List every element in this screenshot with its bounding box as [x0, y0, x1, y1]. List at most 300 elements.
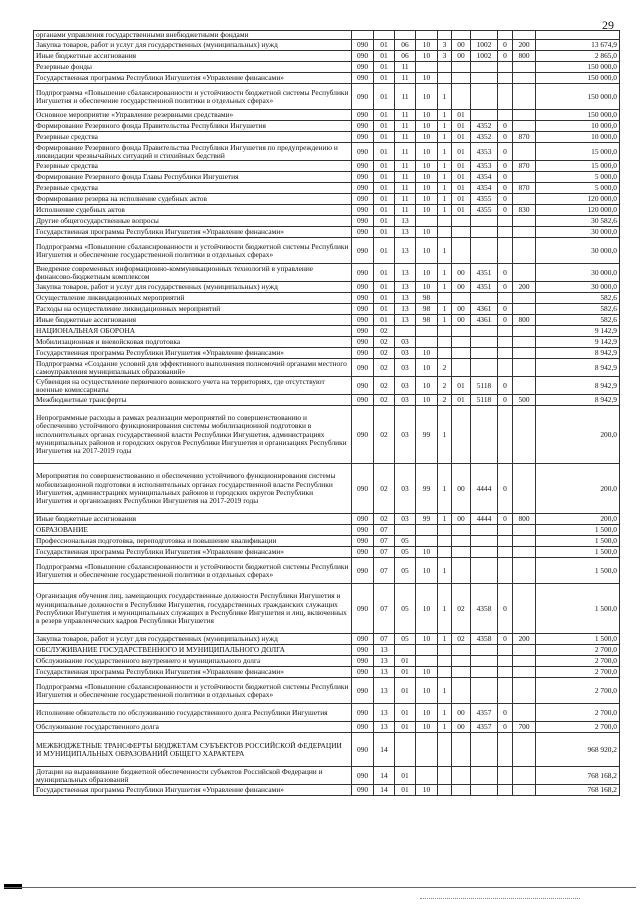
direction-code-cell [471, 558, 498, 584]
table-row [34, 558, 620, 584]
subprogram-code-cell: 1 [438, 194, 452, 205]
program-code-cell: 10 [416, 161, 438, 172]
subprogram-code-cell: 1 [438, 464, 452, 514]
measure-code-cell: 00 [452, 514, 471, 525]
table-row [34, 377, 620, 395]
program-code-cell: 99 [416, 514, 438, 525]
program-code-cell [416, 337, 438, 348]
direction-code-cell: 4353 [471, 143, 498, 161]
subprogram-code-cell: 3 [438, 51, 452, 62]
ministry-code-cell: 090 [352, 395, 374, 406]
table-row [34, 785, 620, 796]
amount-cell: 8 942,9 [536, 348, 620, 359]
measure-code-cell: 01 [452, 395, 471, 406]
program-code-cell: 10 [416, 359, 438, 377]
direction-suffix-code-cell: 0 [498, 121, 513, 132]
subsection-code-cell: 13 [395, 264, 416, 282]
amount-cell: 5 000,0 [536, 183, 620, 194]
subsection-code-cell: 06 [395, 40, 416, 51]
table-row [34, 337, 620, 348]
table-row [34, 161, 620, 172]
subsection-code-cell: 01 [395, 678, 416, 704]
table-row [34, 359, 620, 377]
direction-suffix-code-cell: 0 [498, 183, 513, 194]
amount-cell: 582,6 [536, 304, 620, 315]
direction-suffix-code-cell [498, 536, 513, 547]
row-name-cell: Государственная программа Республики Ингушетия «Управление финансами» [34, 227, 352, 238]
section-code-cell: 02 [374, 464, 395, 514]
direction-code-cell [471, 337, 498, 348]
expense-type-code-cell: 200 [513, 634, 536, 645]
program-code-cell: 10 [416, 73, 438, 84]
ministry-code-cell: 090 [352, 514, 374, 525]
expense-type-code-cell [513, 406, 536, 464]
expense-type-code-cell [513, 194, 536, 205]
expense-type-code-cell [513, 525, 536, 536]
program-code-cell: 10 [416, 183, 438, 194]
amount-cell: 30 000,0 [536, 227, 620, 238]
expense-type-code-cell [513, 227, 536, 238]
measure-code-cell [452, 733, 471, 767]
direction-suffix-code-cell: 0 [498, 143, 513, 161]
row-name-cell: органами управления государственными внебюджетными фондами [34, 31, 352, 40]
row-name-cell: Иные бюджетные ассигнования [34, 514, 352, 525]
expense-type-code-cell: 870 [513, 161, 536, 172]
ministry-code-cell: 090 [352, 667, 374, 678]
row-name-cell: Иные бюджетные ассигнования [34, 315, 352, 326]
direction-code-cell [471, 348, 498, 359]
direction-suffix-code-cell [498, 227, 513, 238]
amount-cell: 8 942,9 [536, 359, 620, 377]
section-code-cell: 02 [374, 395, 395, 406]
section-code-cell: 02 [374, 326, 395, 337]
ministry-code-cell: 090 [352, 337, 374, 348]
amount-cell: 9 142,9 [536, 326, 620, 337]
subprogram-code-cell: 1 [438, 143, 452, 161]
ministry-code-cell [352, 31, 374, 40]
row-name-cell: Осуществление ликвидационных мероприятий [34, 293, 352, 304]
row-name-cell: Подпрограмма «Повышение сбалансированности и устойчивости бюджетной системы Республики Ингушетия и обеспечение государственной политики в отдельных сферах» [34, 238, 352, 264]
direction-code-cell: 4357 [471, 722, 498, 733]
subprogram-code-cell [438, 733, 452, 767]
measure-code-cell: 01 [452, 205, 471, 216]
section-code-cell: 07 [374, 558, 395, 584]
direction-suffix-code-cell [498, 110, 513, 121]
amount-cell: 1 500,0 [536, 536, 620, 547]
subsection-code-cell: 03 [395, 359, 416, 377]
direction-code-cell: 4355 [471, 194, 498, 205]
ministry-code-cell: 090 [352, 558, 374, 584]
direction-suffix-code-cell [498, 667, 513, 678]
measure-code-cell [452, 785, 471, 796]
direction-code-cell: 5118 [471, 395, 498, 406]
subsection-code-cell: 11 [395, 194, 416, 205]
subsection-code-cell: 13 [395, 216, 416, 227]
amount-cell: 1 500,0 [536, 584, 620, 634]
amount-cell: 150 000,0 [536, 62, 620, 73]
subprogram-code-cell [438, 536, 452, 547]
section-code-cell: 01 [374, 315, 395, 326]
table-row [34, 733, 620, 767]
program-code-cell: 98 [416, 315, 438, 326]
amount-cell: 2 700,0 [536, 656, 620, 667]
measure-code-cell [452, 62, 471, 73]
subsection-code-cell: 11 [395, 132, 416, 143]
direction-code-cell [471, 216, 498, 227]
ministry-code-cell: 090 [352, 767, 374, 785]
section-code-cell: 01 [374, 84, 395, 110]
section-code-cell: 14 [374, 733, 395, 767]
expense-type-code-cell: 830 [513, 205, 536, 216]
ministry-code-cell: 090 [352, 40, 374, 51]
direction-code-cell [471, 525, 498, 536]
ministry-code-cell: 090 [352, 62, 374, 73]
program-code-cell [416, 656, 438, 667]
subprogram-code-cell [438, 547, 452, 558]
direction-code-cell [471, 359, 498, 377]
program-code-cell: 10 [416, 547, 438, 558]
subsection-code-cell: 11 [395, 183, 416, 194]
program-code-cell [416, 645, 438, 656]
expense-type-code-cell [513, 264, 536, 282]
direction-code-cell: 4351 [471, 282, 498, 293]
program-code-cell: 10 [416, 282, 438, 293]
program-code-cell: 10 [416, 264, 438, 282]
expense-type-code-cell [513, 348, 536, 359]
direction-suffix-code-cell: 0 [498, 377, 513, 395]
section-code-cell: 07 [374, 536, 395, 547]
subsection-code-cell: 03 [395, 337, 416, 348]
direction-code-cell [471, 536, 498, 547]
expense-type-code-cell [513, 73, 536, 84]
section-code-cell: 01 [374, 110, 395, 121]
direction-code-cell: 5118 [471, 377, 498, 395]
page-number: 29 [602, 18, 614, 32]
subsection-code-cell: 13 [395, 282, 416, 293]
row-name-cell: Мобилизационная и вневойсковая подготовка [34, 337, 352, 348]
direction-suffix-code-cell: 0 [498, 172, 513, 183]
section-code-cell: 01 [374, 62, 395, 73]
section-code-cell: 01 [374, 282, 395, 293]
row-name-cell: ОБРАЗОВАНИЕ [34, 525, 352, 536]
program-code-cell: 10 [416, 785, 438, 796]
ministry-code-cell: 090 [352, 143, 374, 161]
direction-suffix-code-cell: 0 [498, 205, 513, 216]
row-name-cell: Мероприятия по совершенствованию и обеспечению устойчивого функционирования системы мобилизационной подготовки в исполнительных органах государственной власти Республики Ингушетия, администрациях муниципальных районов и городских округов Республики Ингушетия и организациях Республики Ингушетия на 2017-2019 годы [34, 464, 352, 514]
ministry-code-cell: 090 [352, 348, 374, 359]
direction-code-cell [471, 645, 498, 656]
table-row [34, 227, 620, 238]
amount-cell: 30 000,0 [536, 264, 620, 282]
table-row [34, 40, 620, 51]
ministry-code-cell: 090 [352, 121, 374, 132]
subsection-code-cell: 13 [395, 304, 416, 315]
measure-code-cell [452, 216, 471, 227]
row-name-cell: Государственная программа Республики Ингушетия «Управление финансами» [34, 667, 352, 678]
row-name-cell: Формирование Резервного фонда Правительства Республики Ингушетия по предупреждению и ликвидации чрезвычайных ситуаций и стихийных бедствий [34, 143, 352, 161]
measure-code-cell: 01 [452, 172, 471, 183]
table-row [34, 205, 620, 216]
measure-code-cell: 01 [452, 143, 471, 161]
table-row [34, 584, 620, 634]
subsection-code-cell: 01 [395, 722, 416, 733]
subsection-code-cell: 13 [395, 315, 416, 326]
program-code-cell: 99 [416, 406, 438, 464]
measure-code-cell: 00 [452, 304, 471, 315]
section-code-cell: 07 [374, 634, 395, 645]
expense-type-code-cell [513, 547, 536, 558]
table-row [34, 395, 620, 406]
direction-code-cell [471, 406, 498, 464]
subsection-code-cell: 11 [395, 172, 416, 183]
ministry-code-cell: 090 [352, 785, 374, 796]
program-code-cell [416, 62, 438, 73]
measure-code-cell: 01 [452, 194, 471, 205]
measure-code-cell: 01 [452, 110, 471, 121]
direction-code-cell: 4361 [471, 304, 498, 315]
subprogram-code-cell: 1 [438, 205, 452, 216]
row-name-cell: Расходы на осуществление ликвидационных мероприятий [34, 304, 352, 315]
table-row [34, 121, 620, 132]
table-row [34, 51, 620, 62]
subprogram-code-cell [438, 227, 452, 238]
ministry-code-cell: 090 [352, 547, 374, 558]
section-code-cell: 02 [374, 406, 395, 464]
row-name-cell: Закупка товаров, работ и услуг для государственных (муниципальных) нужд [34, 634, 352, 645]
row-name-cell: МЕЖБЮДЖЕТНЫЕ ТРАНСФЕРТЫ БЮДЖЕТАМ СУБЪЕКТОВ РОССИЙСКОЙ ФЕДЕРАЦИИ И МУНИЦИПАЛЬНЫХ ОБРАЗОВАНИЙ ОБЩЕГО ХАРАКТЕРА [34, 733, 352, 767]
expense-type-code-cell [513, 293, 536, 304]
subprogram-code-cell [438, 525, 452, 536]
direction-suffix-code-cell: 0 [498, 634, 513, 645]
expense-type-code-cell [513, 464, 536, 514]
subsection-code-cell: 03 [395, 406, 416, 464]
subsection-code-cell: 03 [395, 514, 416, 525]
expense-type-code-cell [513, 733, 536, 767]
table-row [34, 62, 620, 73]
subsection-code-cell: 05 [395, 558, 416, 584]
direction-suffix-code-cell: 0 [498, 584, 513, 634]
subprogram-code-cell [438, 216, 452, 227]
direction-suffix-code-cell [498, 326, 513, 337]
table-row [34, 656, 620, 667]
expense-type-code-cell: 870 [513, 183, 536, 194]
program-code-cell [416, 536, 438, 547]
direction-suffix-code-cell [498, 31, 513, 40]
measure-code-cell [452, 645, 471, 656]
table-row [34, 634, 620, 645]
measure-code-cell [452, 656, 471, 667]
measure-code-cell: 01 [452, 121, 471, 132]
ministry-code-cell: 090 [352, 315, 374, 326]
program-code-cell: 99 [416, 464, 438, 514]
section-code-cell: 13 [374, 722, 395, 733]
subprogram-code-cell [438, 785, 452, 796]
subsection-code-cell: 01 [395, 785, 416, 796]
ministry-code-cell: 090 [352, 161, 374, 172]
section-code-cell: 01 [374, 73, 395, 84]
direction-suffix-code-cell [498, 216, 513, 227]
ministry-code-cell: 090 [352, 525, 374, 536]
direction-code-cell [471, 326, 498, 337]
measure-code-cell [452, 31, 471, 40]
section-code-cell: 01 [374, 293, 395, 304]
row-name-cell: Другие общегосударственные вопросы [34, 216, 352, 227]
amount-cell: 1 500,0 [536, 558, 620, 584]
ministry-code-cell: 090 [352, 584, 374, 634]
direction-code-cell [471, 73, 498, 84]
table-row [34, 84, 620, 110]
amount-cell: 120 000,0 [536, 205, 620, 216]
measure-code-cell [452, 326, 471, 337]
table-row [34, 194, 620, 205]
amount-cell: 8 942,9 [536, 377, 620, 395]
amount-cell [536, 31, 620, 40]
expense-type-code-cell: 500 [513, 395, 536, 406]
subsection-code-cell: 13 [395, 227, 416, 238]
subsection-code-cell: 11 [395, 121, 416, 132]
measure-code-cell [452, 525, 471, 536]
ministry-code-cell: 090 [352, 634, 374, 645]
table-row [34, 216, 620, 227]
amount-cell: 968 920,2 [536, 733, 620, 767]
measure-code-cell: 00 [452, 282, 471, 293]
section-code-cell: 02 [374, 514, 395, 525]
program-code-cell [416, 767, 438, 785]
measure-code-cell [452, 536, 471, 547]
direction-code-cell: 4352 [471, 132, 498, 143]
subprogram-code-cell: 1 [438, 634, 452, 645]
section-code-cell: 01 [374, 51, 395, 62]
amount-cell: 2 865,0 [536, 51, 620, 62]
table-row [34, 282, 620, 293]
direction-suffix-code-cell [498, 293, 513, 304]
table-row [34, 525, 620, 536]
program-code-cell: 10 [416, 132, 438, 143]
program-code-cell: 10 [416, 40, 438, 51]
program-code-cell: 10 [416, 238, 438, 264]
subprogram-code-cell: 3 [438, 40, 452, 51]
direction-suffix-code-cell: 0 [498, 704, 513, 722]
expense-type-code-cell [513, 121, 536, 132]
section-code-cell: 01 [374, 183, 395, 194]
amount-cell: 1 500,0 [536, 547, 620, 558]
section-code-cell: 01 [374, 304, 395, 315]
row-name-cell: ОБСЛУЖИВАНИЕ ГОСУДАРСТВЕННОГО И МУНИЦИПАЛЬНОГО ДОЛГА [34, 645, 352, 656]
section-code-cell: 13 [374, 678, 395, 704]
measure-code-cell [452, 767, 471, 785]
subsection-code-cell: 11 [395, 143, 416, 161]
scan-edge-line [4, 887, 636, 888]
measure-code-cell: 02 [452, 584, 471, 634]
measure-code-cell [452, 547, 471, 558]
ministry-code-cell: 090 [352, 704, 374, 722]
amount-cell: 1 500,0 [536, 634, 620, 645]
expense-type-code-cell [513, 656, 536, 667]
section-code-cell: 01 [374, 238, 395, 264]
direction-code-cell: 4444 [471, 464, 498, 514]
section-code-cell: 13 [374, 704, 395, 722]
subsection-code-cell: 11 [395, 205, 416, 216]
direction-suffix-code-cell [498, 73, 513, 84]
measure-code-cell [452, 667, 471, 678]
expense-type-code-cell [513, 110, 536, 121]
subsection-code-cell: 05 [395, 634, 416, 645]
subprogram-code-cell [438, 326, 452, 337]
amount-cell: 582,6 [536, 315, 620, 326]
amount-cell: 30 000,0 [536, 238, 620, 264]
subprogram-code-cell: 1 [438, 238, 452, 264]
direction-code-cell: 4361 [471, 315, 498, 326]
subprogram-code-cell: 1 [438, 110, 452, 121]
program-code-cell: 10 [416, 678, 438, 704]
direction-code-cell [471, 667, 498, 678]
row-name-cell: Внедрение современных информационно-коммуникационных технологий в управление финансово-бюджетным комплексом [34, 264, 352, 282]
amount-cell: 15 000,0 [536, 161, 620, 172]
measure-code-cell: 00 [452, 315, 471, 326]
direction-code-cell: 4352 [471, 121, 498, 132]
expense-type-code-cell [513, 326, 536, 337]
expense-type-code-cell [513, 304, 536, 315]
direction-code-cell [471, 84, 498, 110]
row-name-cell: Государственная программа Республики Ингушетия «Управление финансами» [34, 547, 352, 558]
measure-code-cell: 00 [452, 704, 471, 722]
direction-code-cell: 4357 [471, 704, 498, 722]
direction-code-cell [471, 110, 498, 121]
expense-type-code-cell: 800 [513, 514, 536, 525]
subprogram-code-cell [438, 767, 452, 785]
subprogram-code-cell: 1 [438, 264, 452, 282]
section-code-cell: 13 [374, 667, 395, 678]
table-row [34, 110, 620, 121]
direction-code-cell [471, 785, 498, 796]
direction-code-cell: 4354 [471, 172, 498, 183]
direction-suffix-code-cell: 0 [498, 51, 513, 62]
subsection-code-cell [395, 645, 416, 656]
budget-table [33, 30, 620, 796]
table-row [34, 172, 620, 183]
amount-cell: 150 000,0 [536, 73, 620, 84]
program-code-cell: 10 [416, 172, 438, 183]
table-row [34, 315, 620, 326]
direction-code-cell: 4355 [471, 205, 498, 216]
subprogram-code-cell [438, 293, 452, 304]
row-name-cell: НАЦИОНАЛЬНАЯ ОБОРОНА [34, 326, 352, 337]
ministry-code-cell: 090 [352, 406, 374, 464]
subprogram-code-cell: 2 [438, 377, 452, 395]
row-name-cell: Государственная программа Республики Ингушетия «Управление финансами» [34, 785, 352, 796]
amount-cell: 150 000,0 [536, 84, 620, 110]
measure-code-cell: 00 [452, 264, 471, 282]
ministry-code-cell: 090 [352, 678, 374, 704]
row-name-cell: Исполнение обязательств по обслуживанию государственного долга Республики Ингушетия [34, 704, 352, 722]
row-name-cell: Резервные фонды [34, 62, 352, 73]
amount-cell: 768 168,2 [536, 767, 620, 785]
section-code-cell: 14 [374, 767, 395, 785]
subprogram-code-cell: 1 [438, 161, 452, 172]
expense-type-code-cell: 800 [513, 51, 536, 62]
row-name-cell: Формирование резерва на исполнение судебных актов [34, 194, 352, 205]
amount-cell: 15 000,0 [536, 143, 620, 161]
table-row [34, 143, 620, 161]
ministry-code-cell: 090 [352, 238, 374, 264]
direction-suffix-code-cell: 0 [498, 264, 513, 282]
expense-type-code-cell [513, 143, 536, 161]
subprogram-code-cell: 1 [438, 121, 452, 132]
subprogram-code-cell: 1 [438, 722, 452, 733]
direction-suffix-code-cell [498, 337, 513, 348]
ministry-code-cell: 090 [352, 73, 374, 84]
ministry-code-cell: 090 [352, 645, 374, 656]
